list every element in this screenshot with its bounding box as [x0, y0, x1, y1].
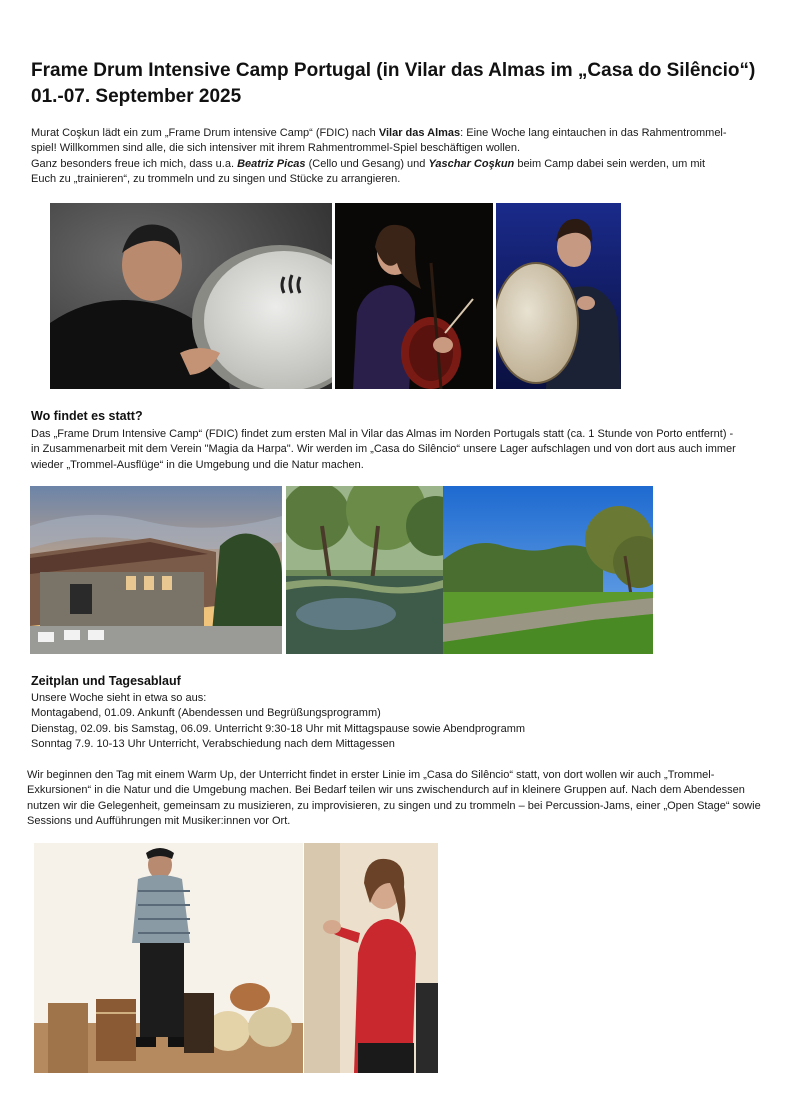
photo-beatriz-cello	[335, 203, 493, 389]
artist-yaschar: Yaschar Coşkun	[428, 157, 515, 170]
schedule-item: Montagabend, 01.09. Ankunft (Abendessen und Begrüßungsprogramm)	[31, 707, 381, 720]
photo-forest-pond	[286, 486, 443, 654]
schedule-item: Dienstag, 02.09. bis Samstag, 06.09. Unterricht 9:30-18 Uhr mit Mittagspause sowie Abendprogramm	[31, 722, 526, 735]
where-paragraph	[31, 427, 781, 473]
where-line-2: in Zusammenarbeit mit dem Verein "Magia da Harpa". Wir werden im „Casa do Silêncio“ unsere Lager aufschlagen und von dort aus auch immer	[31, 443, 736, 456]
photo-yaschar-frame-drum	[496, 203, 621, 389]
where-line-3: wieder „Trommel-Ausflüge“ in die Umgebung und die Natur machen.	[31, 458, 364, 471]
photo-casa-do-silencio	[30, 486, 282, 654]
title-line-2: 01.-07. September 2025	[31, 86, 242, 107]
title-line-1: Frame Drum Intensive Camp Portugal (in Vilar das Almas im „Casa do Silêncio“)	[31, 60, 756, 81]
schedule-list	[31, 691, 781, 753]
photo-woman-singing	[304, 843, 438, 1073]
intro-line-1: Murat Coşkun lädt ein zum „Frame Drum intensive Camp“ (FDIC) nach Vilar das Almas: Eine Woche lang eintauchen in das Rahmentrommel-	[31, 127, 727, 139]
daily-routine-paragraph	[27, 768, 782, 830]
location-name: Vilar das Almas	[378, 127, 461, 139]
intro-line-2: spiel! Willkommen sind alle, die sich intensiver mit ihrem Rahmentrommel-Spiel beschäftigen wollen.	[31, 142, 521, 155]
intro-line-4: Euch zu „trainieren“, zu trommeln und zu singen und Stücke zu arrangieren.	[31, 173, 401, 186]
day-line-1: Wir beginnen den Tag mit einem Warm Up, der Unterricht findet in erster Linie im „Casa do Silêncio“ statt, von dort wollen wir auch „Trommel-	[27, 769, 715, 781]
day-line-4: Sessions und Aufführungen mit Musiker:innen vor Ort.	[27, 815, 291, 828]
intro-paragraph	[31, 126, 781, 188]
day-line-2: Exkursionen“ in die Natur und die Umgebung machen. Bei Bedarf teilen wir uns zwischendurch auf in kleinere Gruppen auf. Nach dem Abendessen	[27, 784, 745, 797]
photo-meadow-stone-wall	[443, 486, 653, 654]
section-heading-schedule: Zeitplan und Tagesablauf	[31, 674, 181, 688]
section-heading-where: Wo findet es statt?	[31, 409, 143, 423]
where-line-1: Das „Frame Drum Intensive Camp“ (FDIC) findet zum ersten Mal in Vilar das Almas im Norden Portugals statt (ca. 1 Stunde von Porto entfernt) -	[31, 428, 734, 440]
day-line-3: nutzen wir die Gelegenheit, gemeinsam zu musizieren, zu improvisieren, zu singen und zu trommeln – bei Percussion-Jams, einer „Open Stage“ sowie	[27, 799, 761, 812]
page-title	[31, 58, 771, 110]
artist-beatriz: Beatriz Picas	[237, 157, 306, 170]
schedule-item: Sonntag 7.9. 10-13 Uhr Unterricht, Verabschiedung nach dem Mittagessen	[31, 738, 395, 751]
photo-murat-frame-drum	[50, 203, 332, 389]
intro-line-3: Ganz besonders freue ich mich, dass u.a. Beatriz Picas (Cello und Gesang) und Yaschar Coşkun beim Camp dabei sein werden, um mit	[31, 157, 706, 170]
photo-murat-with-drums	[34, 843, 303, 1073]
schedule-item: Unsere Woche sieht in etwa so aus:	[31, 692, 207, 704]
